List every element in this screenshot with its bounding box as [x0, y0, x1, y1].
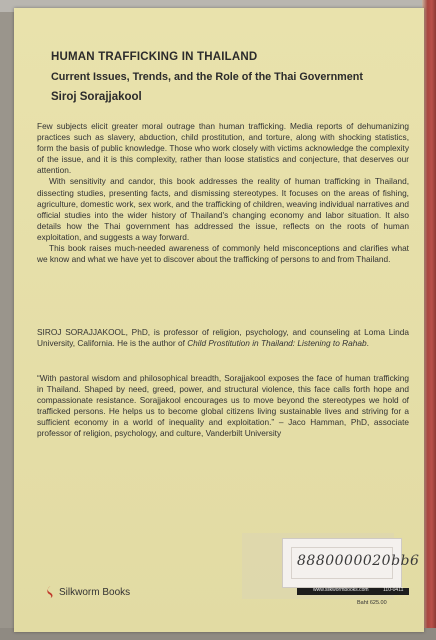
barcode-strip — [297, 588, 409, 595]
blurb-paragraph-1: Few subjects elicit greater moral outrage than human trafficking. Media reports of dehumanizing practices such as slavery, abduction, child prostitution, and torture, along with shocking statistics, form the basis of public knowledge. Those who work closely with victims acknowledge the complexity of the issue, and it is this complexity, rather than loose statistics and conjecture, that deserves our attention. — [37, 121, 409, 176]
book-title: HUMAN TRAFFICKING IN THAILAND — [51, 51, 258, 63]
blurb-paragraph-3: This book raises much-needed awareness of commonly held misconceptions and clarifies what we know and what we have yet to discover about the trafficking of persons to and from Thailand. — [37, 243, 409, 265]
barcode-url: www.silkwormbooks.com — [313, 587, 369, 593]
author-bio-end: . — [366, 338, 369, 349]
book-blurb — [37, 121, 409, 265]
author-bio-book-title: Child Prostitution in Thailand: Listening to Rahab — [187, 338, 367, 349]
book-author: Siroj Sorajjakool — [51, 91, 142, 103]
price-label: Baht 625.00 — [357, 600, 387, 606]
background-red-edge — [422, 0, 436, 640]
inventory-sticker — [282, 538, 420, 588]
sticker-code: 8880000020bb6 — [297, 553, 420, 569]
book-subtitle: Current Issues, Trends, and the Role of the Thai Government — [51, 71, 363, 83]
blurb-paragraph-2: With sensitivity and candor, this book addresses the reality of human trafficking in Thailand, dissecting studies, presenting facts, and dismissing stereotypes. It focuses on the areas of fishing, agriculture, domestic work, sex work, and the trafficking of children, weaving individual narratives and official studies into the wider history of Thailand's changing economy and labor situation. It also details how the Thai government has addressed the issue, reflects on the roots of human exploitation, and suggests a way forward. — [37, 176, 409, 242]
barcode-code: 110-0411 — [383, 587, 404, 593]
author-bio — [37, 327, 409, 349]
publisher — [46, 585, 130, 599]
author-bio-text: SIROJ SORAJJAKOOL, PhD, is professor of religion, psychology, and counseling at Loma Linda University, California. He is the author of — [37, 327, 409, 349]
silkworm-logo-icon — [46, 585, 55, 599]
publisher-name: Silkworm Books — [59, 586, 131, 598]
book-back-cover — [14, 8, 424, 632]
endorsement-quote: “With pastoral wisdom and philosophical breadth, Sorajjakool exposes the face of human trafficking in Thailand. Shaped by need, greed, power, and structural violence, this face calls forth hope and compassionate resistance. Sorajjakool encourages us to move beyond the stereotypes we hold of trafficked persons. He helps us to become global citizens living sustainable lives and striving for a sufficient economy in a world of inequality and exploitation.” – Jaco Hamman, PhD, associate professor of religion, psychology, and culture, Vanderbilt University — [37, 373, 409, 439]
